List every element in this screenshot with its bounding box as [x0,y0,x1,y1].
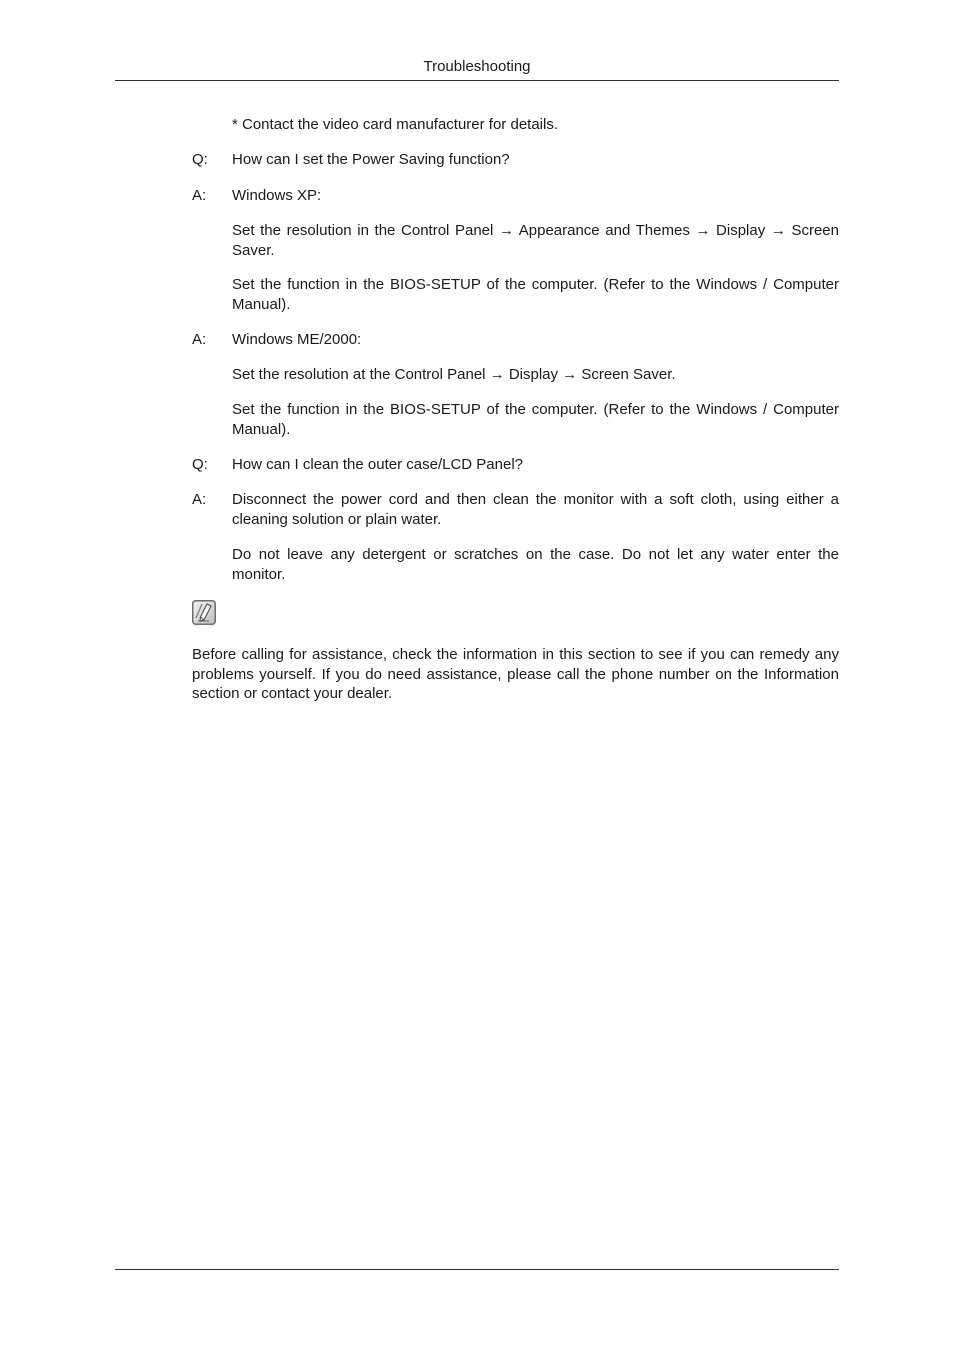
question-label: Q: [192,151,208,168]
question-label: Q: [192,456,208,473]
footer-divider [115,1269,839,1270]
note-paragraph: Before calling for assistance, check the information in this section to see if you can remedy any problems yourself. If you do need assistance, please call the phone number on the Information section or contact your dealer. [192,646,839,702]
answer-paragraph: Set the resolution in the Control Panel → Appearance and Themes → Display → Screen Saver. [232,222,839,259]
question-text: How can I clean the outer case/LCD Panel? [232,456,523,473]
answer-label: A: [192,491,207,508]
answer-paragraph: Disconnect the power cord and then clean the monitor with a soft cloth, using either a cleaning solution or plain water. [232,491,839,528]
contact-note: * Contact the video card manufacturer for details. [232,116,559,133]
answer-paragraph: Set the function in the BIOS-SETUP of the computer. (Refer to the Windows / Computer Manual). [232,401,839,438]
answer-heading: Windows ME/2000: [232,331,362,348]
question-text: How can I set the Power Saving function? [232,151,510,168]
answer-label: A: [192,331,207,348]
note-pencil-icon [192,600,216,625]
answer-paragraph: Do not leave any detergent or scratches on the case. Do not let any water enter the monitor. [232,546,839,583]
answer-paragraph: Set the function in the BIOS-SETUP of the computer. (Refer to the Windows / Computer Manual). [232,276,839,313]
answer-label: A: [192,187,207,204]
page-header-title: Troubleshooting [423,58,531,75]
answer-paragraph: Set the resolution at the Control Panel → Display → Screen Saver. [232,366,676,383]
answer-heading: Windows XP: [232,187,322,204]
header-divider [115,80,839,81]
